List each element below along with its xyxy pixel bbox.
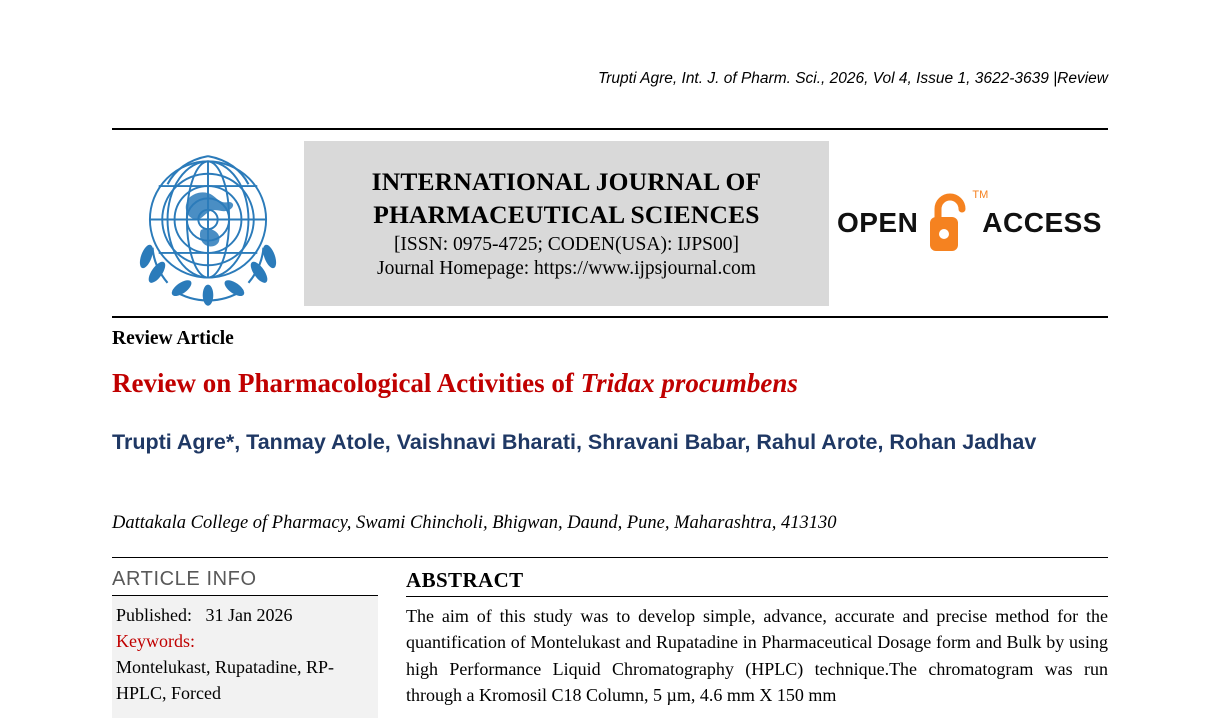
journal-homepage: Journal Homepage: https://www.ijpsjournal.com <box>377 258 756 280</box>
open-access-badge <box>837 191 1102 255</box>
abstract-text: The aim of this study was to develop simple, advance, accurate and precise method for the quantification of Montelukast and Rupatadine in Pharmaceutical Dosage form and Bulk by using high Performance Liquid Chromatography (HPLC) technique.The chromatogram was run through a Kromosil C18 Column, 5 µm, 4.6 mm X 150 mm <box>406 606 1108 705</box>
keywords-value: Montelukast, Rupatadine, RP-HPLC, Forced <box>116 657 334 704</box>
journal-title-line2: PHARMACEUTICAL SCIENCES <box>373 199 760 229</box>
article-info-heading: ARTICLE INFO <box>112 568 257 590</box>
abstract-column <box>406 568 1108 715</box>
article-info-column <box>112 568 378 718</box>
page-title <box>112 368 1112 399</box>
united-nations-emblem-icon <box>120 135 296 311</box>
title-species: Tridax procumbens <box>580 368 798 398</box>
journal-issn: [ISSN: 0975-4725; CODEN(USA): IJPS00] <box>393 234 739 256</box>
running-head: Trupti Agre, Int. J. of Pharm. Sci., 2026, Vol 4, Issue 1, 3622-3639 |Review <box>597 70 1108 87</box>
keywords-label: Keywords: <box>116 631 195 652</box>
journal-masthead <box>112 128 1108 318</box>
affiliation-divider <box>112 557 1108 558</box>
journal-title-line1: INTERNATIONAL JOURNAL OF <box>371 166 762 196</box>
affiliation: Dattakala College of Pharmacy, Swami Chincholi, Bhigwan, Daund, Pune, Maharashtra, 413130 <box>112 513 837 533</box>
abstract-divider <box>406 596 1108 597</box>
open-lock-icon <box>924 189 989 255</box>
journal-title-block <box>304 141 829 306</box>
author-list: Trupti Agre*, Tanmay Atole, Vaishnavi Bharati, Shravani Babar, Rahul Arote, Rohan Jadhav <box>112 430 1037 454</box>
article-info-box <box>112 596 378 718</box>
trademark-icon: TM <box>972 189 989 201</box>
abstract-heading: ABSTRACT <box>406 568 524 592</box>
open-access-open-label: OPEN <box>836 207 919 238</box>
open-access-access-label: ACCESS <box>982 207 1102 238</box>
published-value: 31 Jan 2026 <box>205 605 293 625</box>
published-row <box>116 602 372 628</box>
article-type-label: Review Article <box>112 328 234 349</box>
published-label: Published: <box>116 605 193 625</box>
title-main: Review on Pharmacological Activities of <box>112 368 581 398</box>
